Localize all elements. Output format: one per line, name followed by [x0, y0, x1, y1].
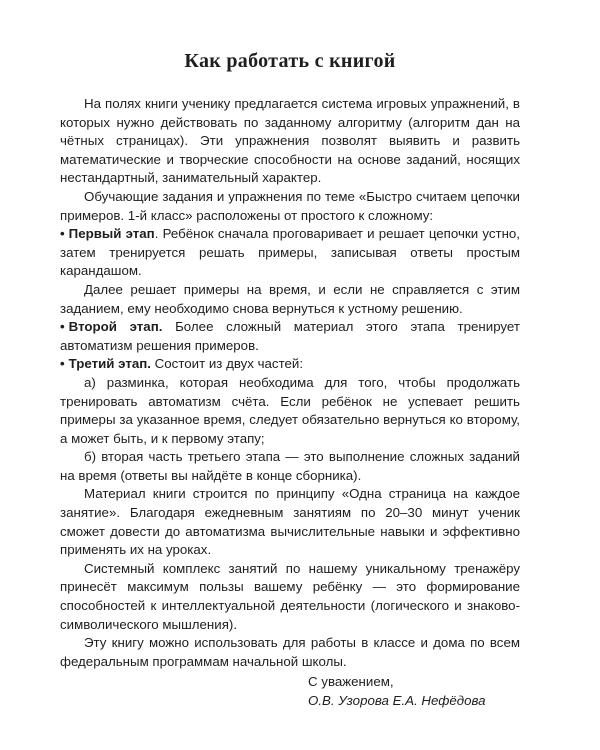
signature [60, 673, 520, 710]
signature-authors: О.В. Узорова Е.А. Нефёдова [308, 693, 486, 708]
stage-third-part-a: а) разминка, которая необходима для того, чтобы продолжать тренировать автоматизм счёта. Если ребёнок не успевает решить примеры за указанное время, следует обязательно вернуться ко второму, а может быть, и к первому этапу; [60, 374, 520, 446]
bullet-icon: • [60, 226, 65, 242]
signature-greeting: С уважением, [308, 674, 394, 690]
page-title: Как работать с книгой [184, 50, 396, 72]
stage-second [60, 318, 520, 355]
stage-third-part-b: б) вторая часть третьего этапа — это выполнение сложных заданий на время (ответы вы найдёте в конце сборника). [60, 449, 520, 483]
paragraph-principle: Материал книги строится по принципу «Одна страница на каждое занятие». Благодаря ежедневным занятиям по 20–30 минут ученик сможет довести до автоматизма вычислительные навыки и эффективно применять их на уроках. [60, 486, 520, 558]
paragraph-complex: Системный комплекс занятий по нашему уникальному тренажёру принесёт максимум пользы вашему ребёнку — это формирование способностей к интеллектуальной деятельности (логического и знаково-символического мышления). [60, 560, 520, 632]
stage-third [60, 355, 520, 374]
stage-first [60, 225, 520, 281]
body-text [60, 95, 520, 671]
stage-second-label: Второй этап. [68, 319, 163, 335]
paragraph-topic: Обучающие задания и упражнения по теме «Быстро считаем цепочки примеров. 1-й класс» расположены от простого к сложному: [60, 188, 520, 223]
stage-third-text: Состоит из двух частей: [150, 356, 304, 372]
stage-first-label: Первый этап [68, 226, 155, 242]
bullet-icon: • [60, 319, 65, 335]
paragraph-timed: Далее решает примеры на время, и если не справляется с этим заданием, ему необходимо снова вернуться к устному решению. [60, 281, 520, 316]
stage-second-text: Более сложный материал этого этапа тренирует автоматизм решения примеров. [60, 319, 520, 353]
stage-third-label: Третий этап. [68, 356, 151, 372]
bullet-icon: • [60, 356, 65, 372]
stage-first-text: . Ребёнок сначала проговаривает и решает цепочки устно, затем тренируется решать примеры, записывая ответы простым карандашом. [60, 226, 520, 279]
paragraph-intro: На полях книги ученику предлагается система игровых упражнений, в которых нужно действовать по заданному алгоритму (алгоритм дан на чётных страницах). Эти упражнения позволят выявить и развить математические и творческие способности на основе заданий, носящих нестандартный, занимательный характер. [60, 96, 520, 186]
page [60, 50, 520, 711]
paragraph-usage: Эту книгу можно использовать для работы в классе и дома по всем федеральным программам начальной школы. [60, 635, 520, 669]
